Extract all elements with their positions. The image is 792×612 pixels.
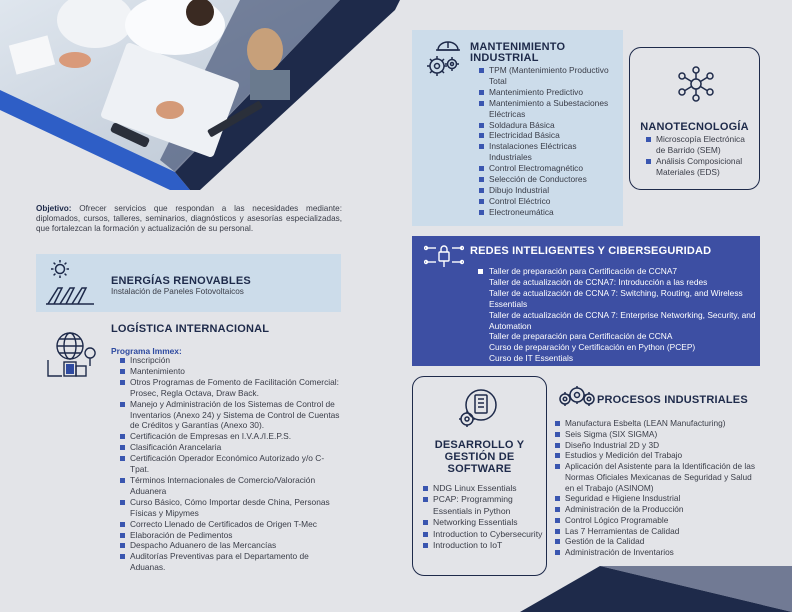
maintenance-section bbox=[412, 30, 623, 226]
maintenance-title-line2: INDUSTRIAL bbox=[470, 52, 539, 64]
software-title-line2: GESTIÓN DE bbox=[444, 451, 515, 463]
list-item: Diseño Industrial 2D y 3D bbox=[555, 440, 760, 451]
list-item: Certificación Operador Económico Autorizado y/o C-Tpat. bbox=[120, 453, 342, 475]
software-title bbox=[413, 439, 546, 475]
list-item: Gestión de la Calidad bbox=[555, 536, 760, 547]
logistics-list bbox=[120, 355, 342, 573]
software-gear-icon bbox=[455, 385, 505, 429]
list-item: Mantenimiento Predictivo bbox=[479, 87, 621, 98]
molecule-icon bbox=[677, 66, 715, 102]
list-item: Control Electromagnético bbox=[479, 163, 621, 174]
nanotech-title: NANOTECNOLOGÍA bbox=[640, 121, 749, 133]
nanotech-section bbox=[629, 47, 760, 190]
list-item: Correcto Llenado de Certificados de Origen T-Mec bbox=[120, 519, 342, 530]
list-item: Taller de preparación para Certificación de CCNA bbox=[489, 331, 673, 342]
industrial-list bbox=[555, 418, 760, 558]
networks-title: REDES INTELIGENTES Y CIBERSEGURIDAD bbox=[470, 245, 712, 257]
maintenance-title bbox=[470, 42, 565, 64]
software-section bbox=[412, 376, 547, 576]
list-item: Mantenimiento a Subestaciones Eléctricas bbox=[479, 98, 621, 120]
list-item: Clasificación Arancelaria bbox=[120, 442, 342, 453]
list-item: Inscripción bbox=[120, 355, 342, 366]
list-item: TPM (Mantenimiento Productivo Total bbox=[479, 65, 621, 87]
list-item: Elaboración de Pedimentos bbox=[120, 530, 342, 541]
list-item: Términos Internacionales de Comercio/Valoración Aduanera bbox=[120, 475, 342, 497]
list-item: Electricidad Básica bbox=[479, 130, 621, 141]
renewables-title: ENERGÍAS RENOVABLES bbox=[111, 275, 251, 287]
list-item: Seis Sigma (SIX SIGMA) bbox=[555, 429, 760, 440]
list-item: Certificación de Empresas en I.V.A./I.E.P.S. bbox=[120, 431, 342, 442]
list-item: Dibujo Industrial bbox=[479, 185, 621, 196]
list-item: Introduction to Cybersecurity bbox=[423, 529, 545, 540]
list-item: Electroneumática bbox=[479, 207, 621, 218]
list-item: Control Lógico Programable bbox=[555, 515, 760, 526]
list-item: Selección de Conductores bbox=[479, 174, 621, 185]
maintenance-title-line1: MANTENIMIENTO bbox=[470, 41, 566, 53]
objective-label: Objetivo: bbox=[36, 204, 72, 213]
networks-list bbox=[478, 266, 758, 364]
list-item: Seguridad e Higiene Insdustrial bbox=[555, 493, 760, 504]
list-item: Microscopía Electrónica de Barrido (SEM) bbox=[646, 134, 756, 156]
objective-text: Ofrecer servicios que respondan a las necesidades mediante: diplomados, cursos, talleres, seminarios, diagnósticos y asesorías especializadas, que fortalezcan la formación y actualización de su personal. bbox=[36, 204, 342, 234]
list-item: Otros Programas de Fomento de Facilitación Comercial: Prosec, Regla Octava, Draw Back. bbox=[120, 377, 342, 399]
list-item: Taller de actualización de CCNA 7: Switching, Routing, and Wireless Essentials bbox=[489, 287, 743, 309]
list-item: Manejo y Administración de los Sistemas de Control de Inventarios (Anexo 24) y Sistema de Control de Cuentas de Créditos y Garantías (Anexo 30). bbox=[120, 399, 342, 432]
list-item: Las 7 Herramientas de Calidad bbox=[555, 526, 760, 537]
list-item: Introduction to IoT bbox=[423, 540, 545, 551]
hero-photo-illustration bbox=[0, 0, 400, 190]
list-item: Taller de actualización de CCNA7: Introducción a las redes bbox=[489, 276, 708, 287]
list-item: Taller de preparación para Certificación de CCNA7 bbox=[478, 266, 758, 277]
list-item: Estudios y Medición del Trabajo bbox=[555, 450, 760, 461]
software-title-line3: SOFTWARE bbox=[447, 463, 512, 475]
list-item: Auditorías Preventivas para el Departamento de Aduanas. bbox=[120, 551, 342, 573]
industrial-title: PROCESOS INDUSTRIALES bbox=[597, 394, 748, 406]
software-title-line1: DESARROLLO Y bbox=[434, 439, 525, 451]
network-lock-icon bbox=[424, 242, 464, 268]
gears-icon bbox=[557, 383, 597, 413]
list-item: Curso Básico, Cómo Importar desde China, Personas Físicas y Mipymes bbox=[120, 497, 342, 519]
nanotech-list bbox=[646, 134, 756, 178]
software-list bbox=[423, 483, 545, 551]
list-item: Soldadura Básica bbox=[479, 120, 621, 131]
list-item: PCAP: Programming Essentials in Python bbox=[423, 494, 545, 517]
list-item: Administración de la Producción bbox=[555, 504, 760, 515]
list-item: Curso de preparación y Certificación en Python (PCEP) bbox=[489, 342, 696, 353]
solar-panel-icon bbox=[46, 260, 94, 306]
list-item: Networking Essentials bbox=[423, 517, 545, 528]
list-item: Aplicación del Asistente para la Identificación de las Normas Oficiales Mexicanas de Seguridad y Salud en el Trabajo (ASINOM) bbox=[555, 461, 760, 493]
gears-helmet-icon bbox=[424, 38, 464, 80]
list-item: Análisis Composicional Materiales (EDS) bbox=[646, 156, 756, 178]
list-item: Taller de actualización de CCNA 7: Enterprise Networking, Security, and Automation bbox=[489, 309, 756, 331]
objective-paragraph bbox=[36, 204, 342, 235]
bottom-decoration bbox=[480, 566, 792, 612]
globe-shipping-icon bbox=[46, 328, 98, 378]
list-item: Instalaciones Eléctricas Industriales bbox=[479, 141, 621, 163]
renewables-section bbox=[36, 254, 341, 312]
networks-section bbox=[412, 236, 760, 366]
maintenance-list bbox=[479, 65, 621, 218]
list-item: Mantenimiento bbox=[120, 366, 342, 377]
list-item: Manufactura Esbelta (LEAN Manufacturing) bbox=[555, 418, 760, 429]
list-item: Control Eléctrico bbox=[479, 196, 621, 207]
list-item: NDG Linux Essentials bbox=[423, 483, 545, 494]
list-item: Curso de IT Essentials bbox=[489, 353, 574, 364]
logistics-title: LOGÍSTICA INTERNACIONAL bbox=[111, 323, 270, 335]
renewables-subtitle: Instalación de Paneles Fotovoltaicos bbox=[111, 287, 244, 296]
list-item: Administración de Inventarios bbox=[555, 547, 760, 558]
hero-photo bbox=[0, 0, 400, 190]
list-item: Despacho Aduanero de las Mercancías bbox=[120, 540, 342, 551]
logistics-program-label: Programa Immex: bbox=[111, 346, 182, 356]
